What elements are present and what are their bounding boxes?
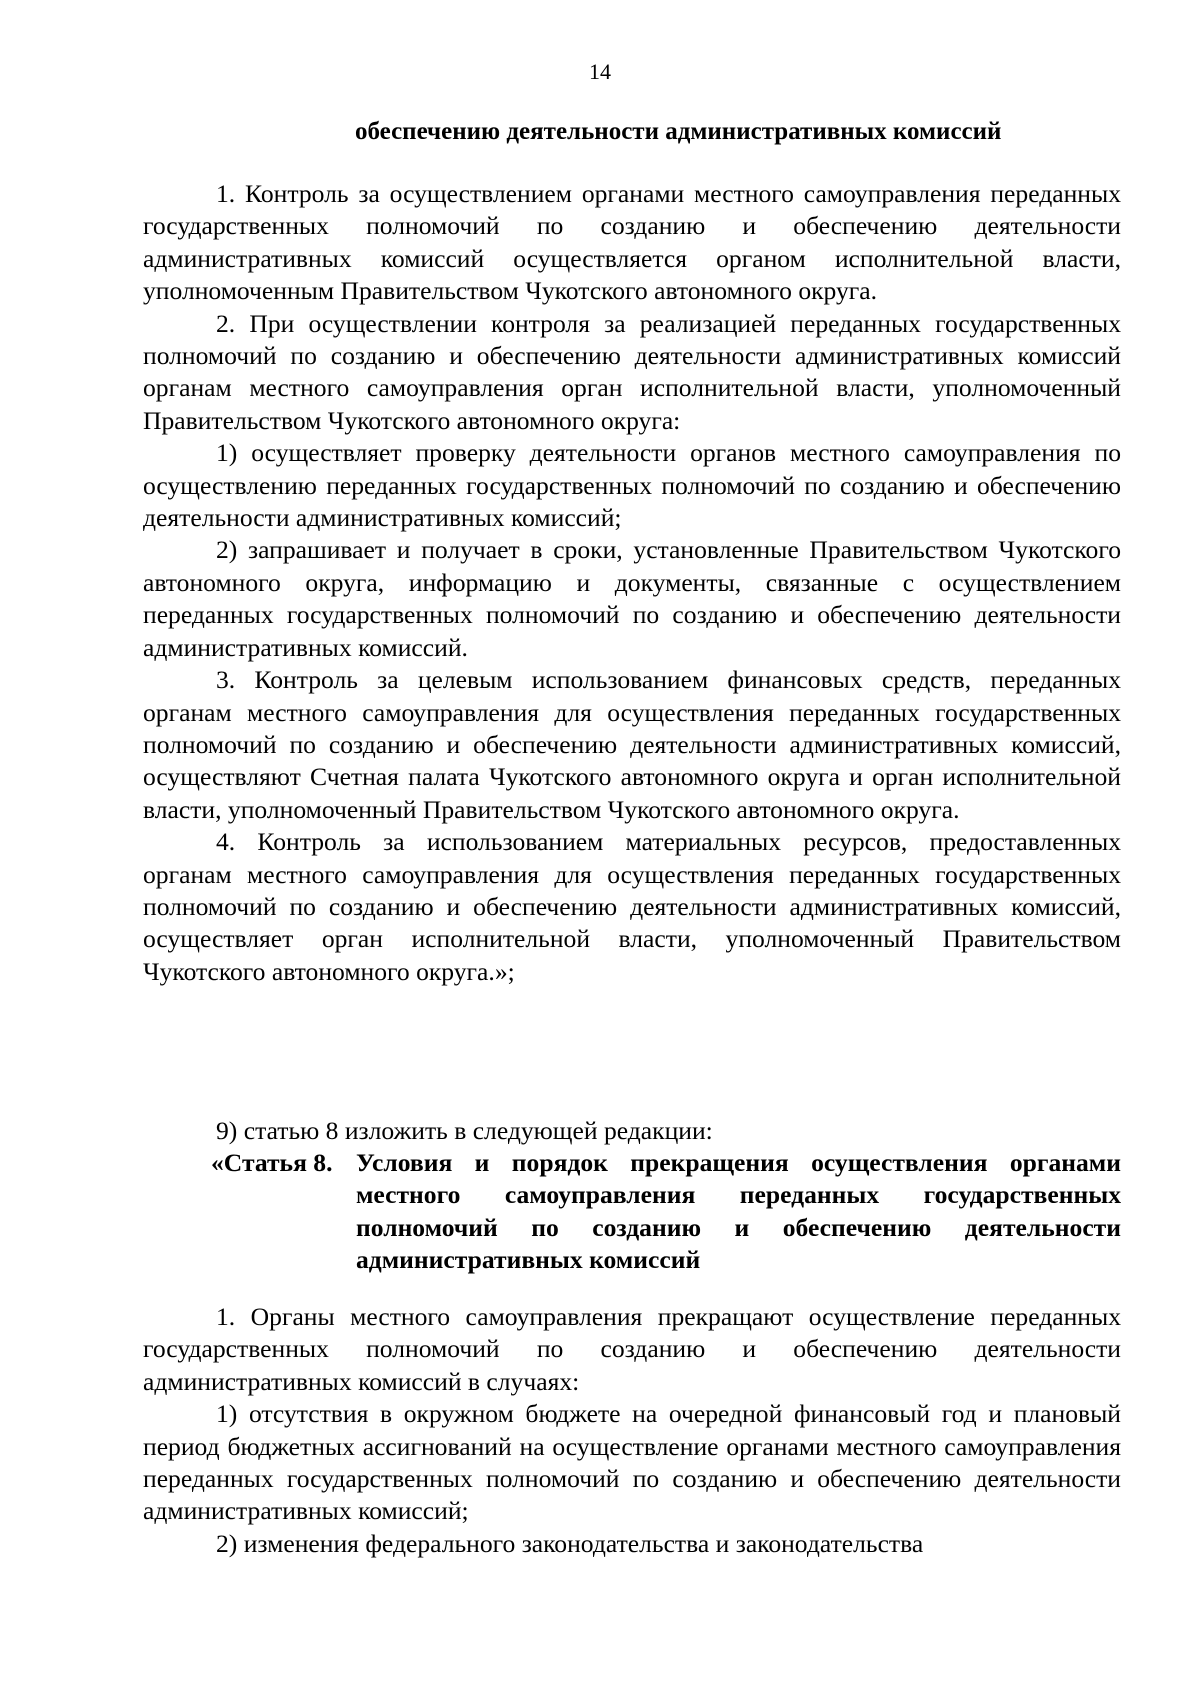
paragraph-termination-1: 1. Органы местного самоуправления прекращают осуществление переданных государственных полномочий по созданию и обеспечению деятельности административных комиссий в случаях: (143, 1302, 1121, 1396)
subitem-termination-1-1: 1) отсутствия в окружном бюджете на очередной финансовый год и плановый период бюджетных ассигнований на осуществление органами местного самоуправления переданных государственных полномочий по созданию и обеспечению деятельности административных комиссий; (143, 1399, 1121, 1526)
article-title: Условия и порядок прекращения осуществления органами местного самоуправления переданных государственных полномочий по созданию и обеспечению деятельности административных комиссий (356, 1148, 1121, 1275)
section-heading-continuation: обеспечению деятельности административных комиссий (355, 118, 1002, 145)
paragraph-control-1: 1. Контроль за осуществлением органами местного самоуправления переданных государственных полномочий по созданию и обеспечению деятельности административных комиссий осуществляется органом исполнительной власти, уполномоченным Правительством Чукотского автономного округа. (143, 179, 1121, 306)
page-number: 14 (589, 59, 611, 84)
article-8-heading (143, 1147, 1121, 1277)
paragraph-control-2: 2. При осуществлении контроля за реализацией переданных государственных полномочий по созданию и обеспечению деятельности административных комиссий органам местного самоуправления орган исполнительной власти, уполномоченный Правительством Чукотского автономного округа: (143, 308, 1121, 435)
amendment-block (143, 1115, 1121, 1147)
article-number: «Статья 8. (211, 1148, 333, 1177)
termination-provisions (143, 1301, 1121, 1560)
subitem-control-2-1: 1) осуществляет проверку деятельности органов местного самоуправления по осуществлению переданных государственных полномочий по созданию и обеспечению деятельности административных комиссий; (143, 438, 1121, 533)
subitem-control-2-2: 2) запрашивает и получает в сроки, установленные Правительством Чукотского автономного округа, информацию и документы, связанные с осуществлением переданных государственных полномочий по созданию и обеспечению деятельности административных комиссий. (143, 535, 1121, 662)
amendment-item-9: 9) статью 8 изложить в следующей редакции: (216, 1116, 713, 1145)
paragraph-control-4: 4. Контроль за использованием материальных ресурсов, предоставленных органам местного самоуправления для осуществления переданных государственных полномочий по созданию и обеспечению деятельности административных комиссий, осуществляет орган исполнительной власти, уполномоченный Правительством Чукотского автономного округа.»; (143, 827, 1121, 986)
subitem-termination-1-2: 2) изменения федерального законодательства и законодательства (216, 1528, 924, 1558)
control-provisions (143, 178, 1121, 988)
paragraph-control-3: 3. Контроль за целевым использованием финансовых средств, переданных органам местного самоуправления для осуществления переданных государственных полномочий по созданию и обеспечению деятельности административных комиссий, осуществляют Счетная палата Чукотского автономного округа и орган исполнительной власти, уполномоченный Правительством Чукотского автономного округа. (143, 665, 1121, 824)
